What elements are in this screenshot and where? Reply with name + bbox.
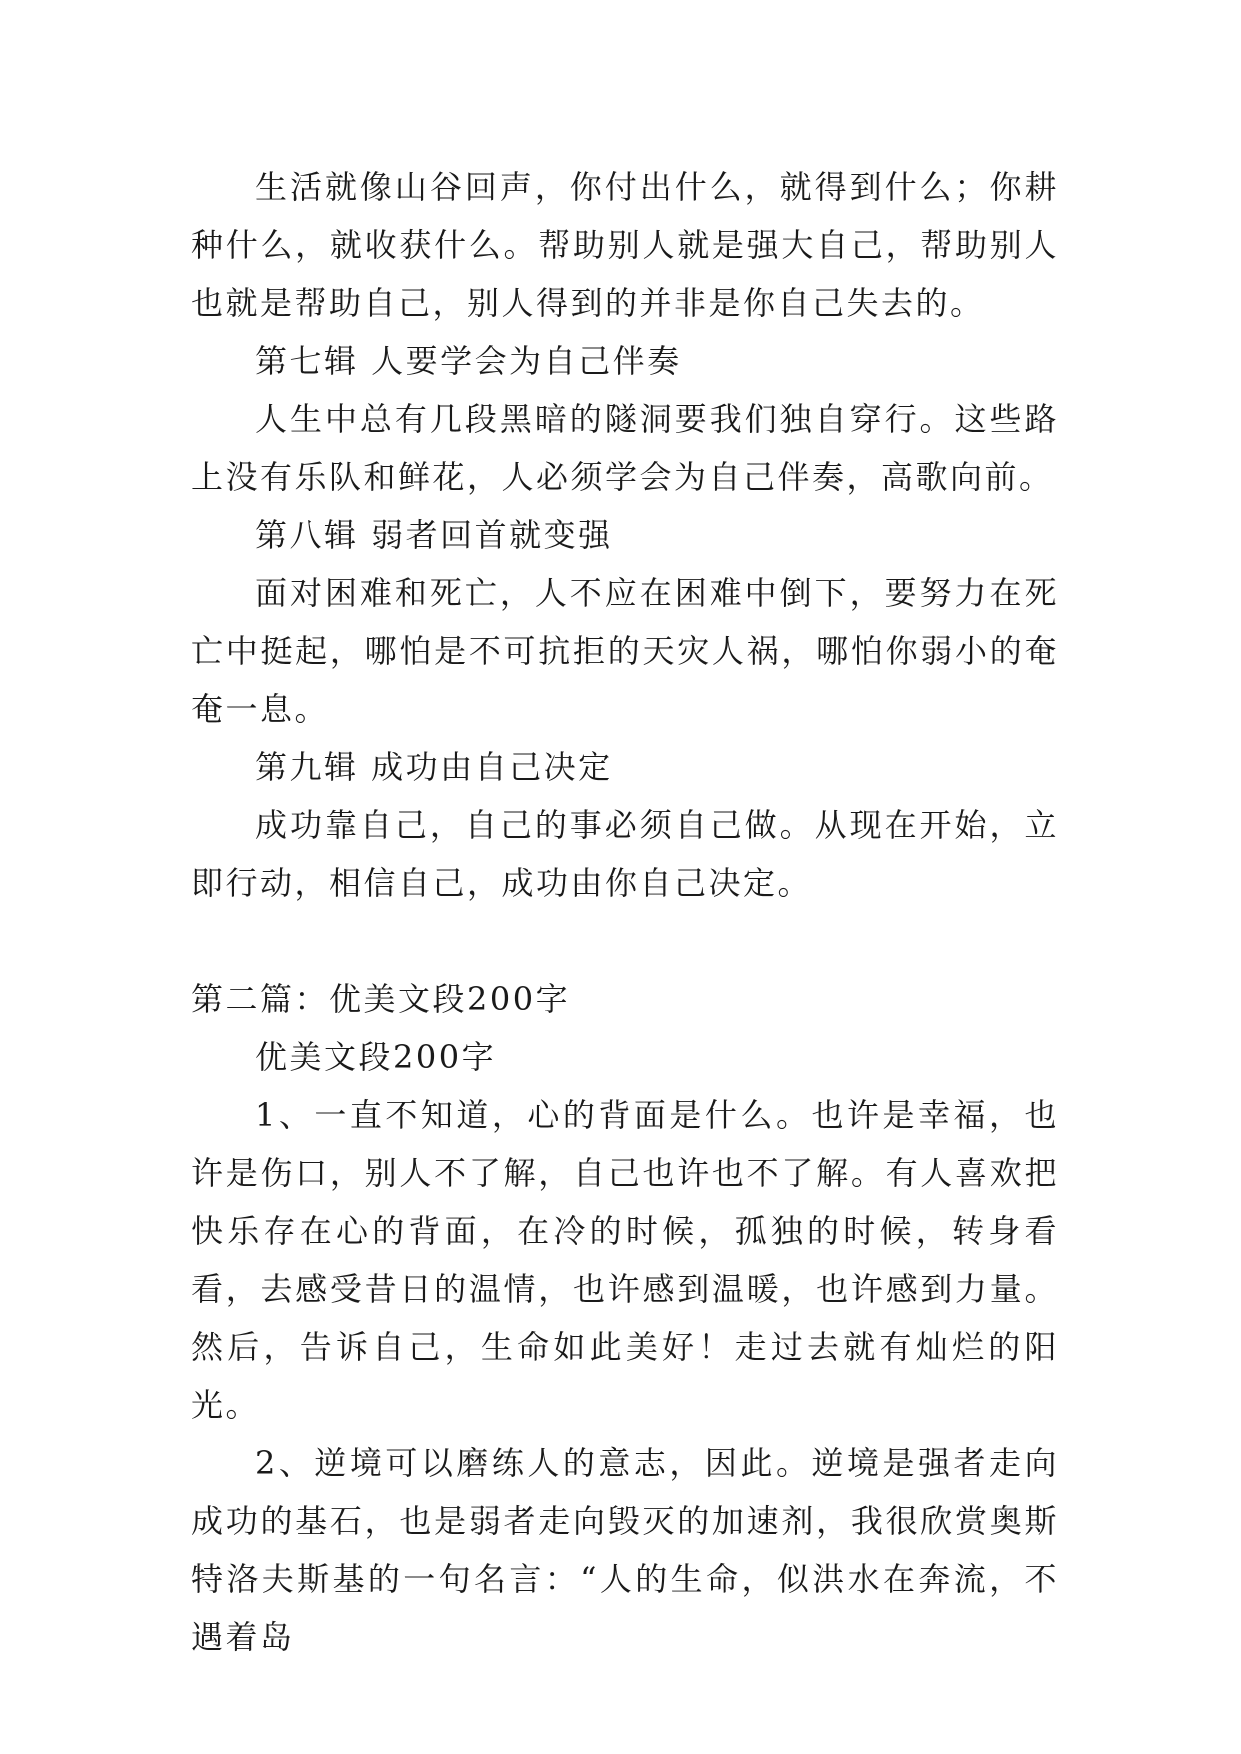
- section-heading-8: 第八辑 弱者回首就变强: [255, 516, 613, 554]
- section-heading-9: 第九辑 成功由自己决定: [255, 748, 613, 786]
- paragraph-section-9: 成功靠自己，自己的事必须自己做。从现在开始，立即行动，相信自己，成功由你自己决定。: [191, 806, 1059, 902]
- document-body: [191, 158, 1059, 1666]
- section-heading-7: 第七辑 人要学会为自己伴奏: [255, 342, 682, 380]
- paragraph-section-8: 面对困难和死亡，人不应在困难中倒下，要努力在死亡中挺起，哪怕是不可抗拒的天灾人祸，哪怕你弱小的奄奄一息。: [191, 574, 1059, 728]
- paragraph-echo: 生活就像山谷回声，你付出什么，就得到什么；你耕种什么，就收获什么。帮助别人就是强大自己，帮助别人也就是帮助自己，别人得到的并非是你自己失去的。: [191, 168, 1059, 322]
- part-two-subtitle: 优美文段200字: [255, 1038, 497, 1076]
- list-item-1: 1、一直不知道，心的背面是什么。也许是幸福，也许是伤口，别人不了解，自己也许也不了解。有人喜欢把快乐存在心的背面，在冷的时候，孤独的时候，转身看看，去感受昔日的温情，也许感到温暖，也许感到力量。然后，告诉自己，生命如此美好！走过去就有灿烂的阳光。: [191, 1096, 1059, 1424]
- blank-line: [191, 912, 1059, 970]
- paragraph-section-7: 人生中总有几段黑暗的隧洞要我们独自穿行。这些路上没有乐队和鲜花，人必须学会为自己伴奏，高歌向前。: [191, 400, 1059, 496]
- list-item-2: 2、逆境可以磨练人的意志，因此。逆境是强者走向成功的基石，也是弱者走向毁灭的加速剂，我很欣赏奥斯特洛夫斯基的一句名言：“人的生命，似洪水在奔流，不遇着岛: [191, 1444, 1059, 1656]
- part-two-title: 第二篇：优美文段200字: [191, 980, 571, 1018]
